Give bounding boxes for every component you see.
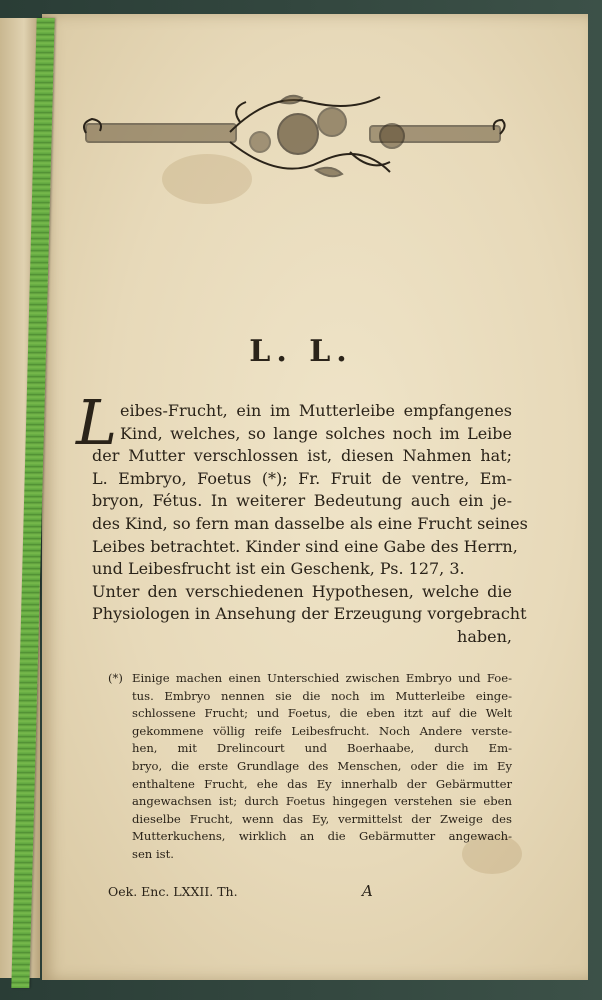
text-line: bryon, Fétus. In weiterer Bedeutung auch ein je-	[92, 491, 512, 511]
footnote-line: bryo, die erste Grundlage des Menschen, oder die im Ey	[132, 758, 512, 773]
sheet-signature: A	[362, 882, 373, 900]
text-line: Unter den verschiedenen Hypothesen, welche die	[92, 581, 512, 601]
catchword: haben,	[457, 626, 512, 646]
text-line: eibes-Frucht, ein im Mutterleibe empfangenes	[120, 401, 512, 420]
text-line: L. Embryo, Foetus (*); Fr. Fruit de ventre, Em-	[92, 468, 512, 488]
drop-cap: L	[76, 386, 118, 459]
footnote-line: dieselbe Frucht, wenn das Ey, vermittelst der Zweige des	[132, 811, 512, 826]
footnote-line: Mutterkuchens, wirklich an die Gebärmutter angewach-	[132, 829, 512, 844]
footnote-line: Einige machen einen Unterschied zwischen Embryo und Foe-	[132, 671, 512, 685]
text-line: des Kind, so fern man dasselbe als eine Frucht seines	[92, 513, 528, 533]
floral-vignette-ornament	[80, 92, 510, 188]
footnote-line: hen, mit Drelincourt und Boerhaabe, durch Em-	[132, 741, 512, 756]
page-heading: L. L.	[249, 334, 353, 369]
volume-signature: Oek. Enc. LXXII. Th.	[108, 884, 238, 899]
footnote-line: sen ist.	[132, 846, 174, 861]
text-line: der Mutter verschlossen ist, diesen Nahmen hat;	[92, 446, 512, 466]
footnote-line: tus. Embryo nennen sie die noch im Mutterleibe einge-	[132, 688, 512, 703]
text-line: Physiologen in Ansehung der Erzeugung vorgebracht	[92, 604, 527, 624]
text-line: Kind, welches, so lange solches noch im Leibe	[120, 423, 512, 443]
footnote	[108, 670, 512, 864]
main-text-block	[76, 386, 528, 649]
footnote-line: enthaltene Frucht, ehe das Ey innerhalb der Gebärmutter	[132, 776, 512, 791]
footnote-line: gekommene völlig reife Leibesfrucht. Noch Andere verste-	[132, 723, 512, 738]
text-line: Leibes betrachtet. Kinder sind eine Gabe des Herrn,	[92, 536, 518, 556]
text-line: und Leibesfrucht ist ein Geschenk, Ps. 127, 3.	[92, 559, 465, 579]
footnote-line: schlossene Frucht; und Foetus, die eben itzt auf die Welt	[132, 706, 512, 721]
footnote-mark: (*)	[108, 671, 123, 685]
footnote-line: angewachsen ist; durch Foetus hingegen verstehen sie eben	[132, 794, 512, 809]
